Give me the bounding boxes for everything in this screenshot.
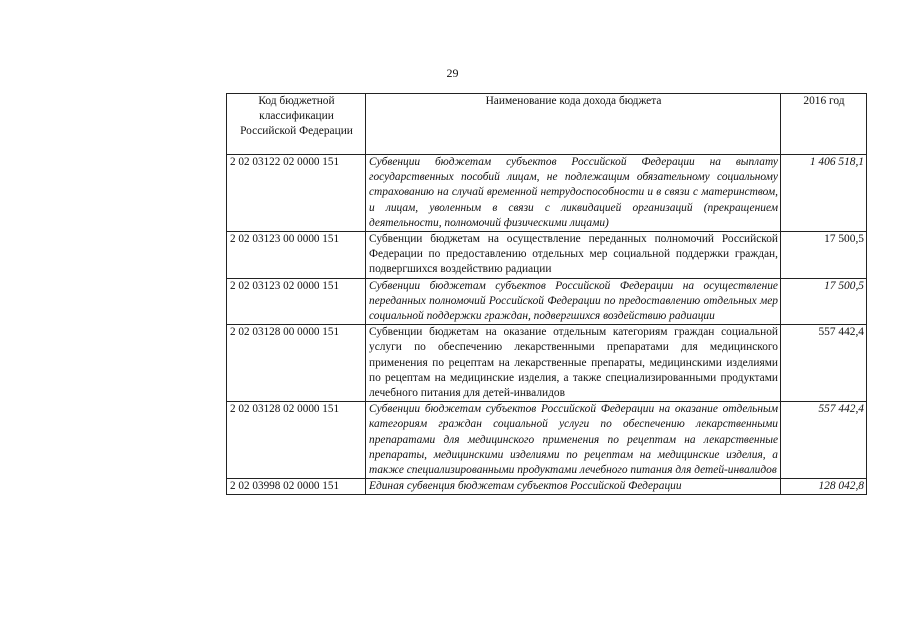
row-name: Единая субвенция бюджетам субъектов Российской Федерации <box>366 479 781 495</box>
row-code: 2 02 03128 00 0000 151 <box>227 325 366 402</box>
budget-table <box>226 93 867 495</box>
row-name: Субвенции бюджетам субъектов Российской Федерации на осуществление переданных полномочий Российской Федерации по предоставлению отдельных мер социальной поддержки граждан, подвергшихся воздействию радиации <box>366 278 781 325</box>
page-number: 29 <box>446 66 459 80</box>
row-value: 557 442,4 <box>781 325 867 402</box>
table-row <box>227 402 867 479</box>
row-name: Субвенции бюджетам субъектов Российской Федерации на выплату государственных пособий лицам, не подлежащим обязательному социальному страхованию на случай временной нетрудоспособности и в связи с материнством, и лицам, уволенным в связи с ликвидацией организаций (прекращением деятельности, полномочий физическими лицами) <box>366 155 781 232</box>
table-row <box>227 232 867 279</box>
row-value: 17 500,5 <box>781 232 867 279</box>
row-code: 2 02 03123 00 0000 151 <box>227 232 366 279</box>
row-code: 2 02 03128 02 0000 151 <box>227 402 366 479</box>
row-code: 2 02 03122 02 0000 151 <box>227 155 366 232</box>
row-value: 1 406 518,1 <box>781 155 867 232</box>
row-name: Субвенции бюджетам субъектов Российской Федерации на оказание отдельным категориям граждан социальной услуги по обеспечению лекарственными препаратами для медицинского применения по рецептам на лекарственные препараты, медицинскими изделиями по рецептам на медицинские изделия, а также специализированными продуктами лечебного питания для детей-инвалидов <box>366 402 781 479</box>
header-name: Наименование кода дохода бюджета <box>366 94 781 155</box>
row-code: 2 02 03998 02 0000 151 <box>227 479 366 495</box>
row-name: Субвенции бюджетам на осуществление переданных полномочий Российской Федерации по предоставлению отдельных мер социальной поддержки граждан, подвергшихся воздействию радиации <box>366 232 781 279</box>
row-code: 2 02 03123 02 0000 151 <box>227 278 366 325</box>
table-row <box>227 325 867 402</box>
table-row <box>227 278 867 325</box>
row-value: 557 442,4 <box>781 402 867 479</box>
table-header-row <box>227 94 867 155</box>
table-row <box>227 155 867 232</box>
row-value: 128 042,8 <box>781 479 867 495</box>
table-row <box>227 479 867 495</box>
header-code: Код бюджетной классификации Российской Федерации <box>227 94 366 155</box>
header-year: 2016 год <box>781 94 867 155</box>
row-value: 17 500,5 <box>781 278 867 325</box>
row-name: Субвенции бюджетам на оказание отдельным категориям граждан социальной услуги по обеспечению лекарственными препаратами для медицинского применения по рецептам на лекарственные препараты, медицинскими изделиями по рецептам на медицинские изделия, а также специализированными продуктами лечебного питания для детей-инвалидов <box>366 325 781 402</box>
